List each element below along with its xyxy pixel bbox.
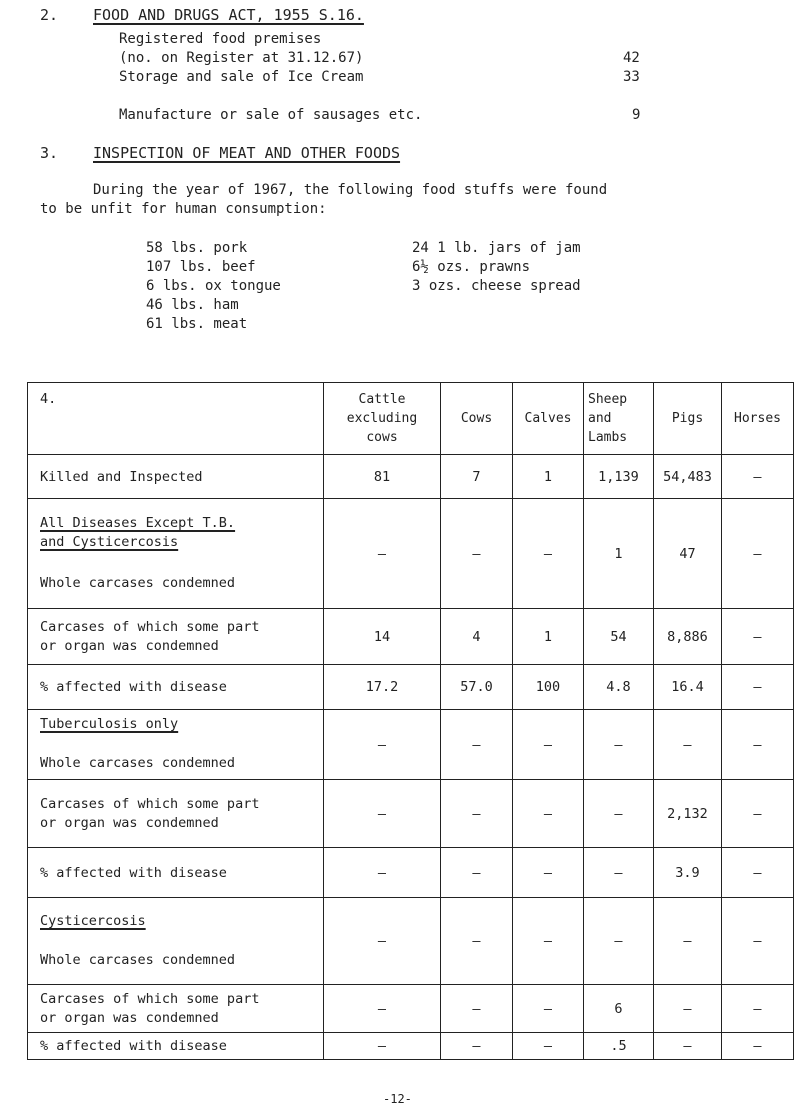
section-3-title: INSPECTION OF MEAT AND OTHER FOODS	[93, 144, 401, 162]
section-heading-cysticercosis: Cysticercosis Whole carcases condemned	[28, 898, 324, 985]
value-cell: –	[722, 665, 794, 710]
value-cell: –	[441, 1033, 513, 1060]
ice-cream-value: 33	[623, 69, 640, 85]
value-cell: –	[513, 780, 584, 848]
value-cell: 81	[324, 455, 441, 499]
value-cell: .5	[584, 1033, 654, 1060]
table-number: 4.	[28, 383, 324, 455]
registered-premises-label-2: (no. on Register at 31.12.67)	[119, 50, 364, 66]
value-cell: –	[722, 455, 794, 499]
table-row	[28, 665, 794, 710]
table-row	[28, 499, 794, 609]
sausages-label: Manufacture or sale of sausages etc.	[119, 107, 423, 123]
food-item: 107 lbs. beef	[146, 259, 256, 275]
value-cell: –	[584, 848, 654, 898]
table-row	[28, 898, 794, 985]
value-cell: –	[513, 710, 584, 780]
row-label: Whole carcases condemned	[40, 755, 236, 771]
value-cell: 17.2	[324, 665, 441, 710]
row-label: Killed and Inspected	[28, 455, 324, 499]
right-food-list	[412, 239, 581, 296]
value-cell: 7	[441, 455, 513, 499]
food-item: 46 lbs. ham	[146, 297, 239, 313]
table-row	[28, 455, 794, 499]
row-label: Whole carcases condemned	[40, 951, 236, 968]
row-label: Carcases of which some part or organ was condemned	[28, 780, 324, 848]
value-cell: –	[441, 710, 513, 780]
value-cell: –	[722, 499, 794, 609]
row-label: % affected with disease	[28, 665, 324, 710]
food-item: 6½ ozs. prawns	[412, 259, 531, 275]
value-cell: 1	[584, 499, 654, 609]
value-cell: –	[324, 710, 441, 780]
row-label: % affected with disease	[28, 848, 324, 898]
value-cell: –	[722, 1033, 794, 1060]
value-cell: –	[513, 848, 584, 898]
value-cell: 2,132	[654, 780, 722, 848]
value-cell: 57.0	[441, 665, 513, 710]
section-2-title: FOOD AND DRUGS ACT, 1955 S.16.	[93, 6, 364, 24]
value-cell: –	[513, 985, 584, 1033]
value-cell: –	[324, 499, 441, 609]
row-label: Whole carcases condemned	[40, 575, 236, 591]
header-calves: Calves	[513, 383, 584, 455]
value-cell: 8,886	[654, 609, 722, 665]
value-cell: –	[654, 985, 722, 1033]
value-cell: –	[324, 1033, 441, 1060]
value-cell: 47	[654, 499, 722, 609]
value-cell: 100	[513, 665, 584, 710]
table-row	[28, 1033, 794, 1060]
value-cell: 4	[441, 609, 513, 665]
value-cell: –	[441, 499, 513, 609]
food-item: 24 1 lb. jars of jam	[412, 240, 581, 256]
ice-cream-label: Storage and sale of Ice Cream	[119, 69, 364, 85]
food-item: 61 lbs. meat	[146, 316, 248, 332]
value-cell: –	[441, 780, 513, 848]
value-cell: –	[324, 848, 441, 898]
value-cell: 1,139	[584, 455, 654, 499]
header-horses: Horses	[722, 383, 794, 455]
value-cell: 3.9	[654, 848, 722, 898]
header-cattle: Cattle excluding cows	[324, 383, 441, 455]
value-cell: 6	[584, 985, 654, 1033]
value-cell: –	[654, 710, 722, 780]
page-number: -12-	[383, 1092, 412, 1106]
value-cell: –	[722, 780, 794, 848]
meat-inspection-table	[27, 382, 794, 1060]
value-cell: –	[722, 848, 794, 898]
value-cell: 4.8	[584, 665, 654, 710]
value-cell: 54,483	[654, 455, 722, 499]
table-row	[28, 985, 794, 1033]
food-item: 6 lbs. ox tongue	[146, 278, 281, 294]
value-cell: –	[584, 780, 654, 848]
value-cell: –	[722, 710, 794, 780]
table-row	[28, 710, 794, 780]
intro-line-2: to be unfit for human consumption:	[40, 201, 327, 217]
header-pigs: Pigs	[654, 383, 722, 455]
table-row	[28, 848, 794, 898]
value-cell: 1	[513, 609, 584, 665]
value-cell: –	[513, 499, 584, 609]
value-cell: –	[584, 898, 654, 985]
value-cell: –	[722, 898, 794, 985]
sausages-value: 9	[632, 107, 641, 123]
header-sheep: Sheep and Lambs	[584, 383, 654, 455]
header-cows: Cows	[441, 383, 513, 455]
value-cell: 14	[324, 609, 441, 665]
row-label: % affected with disease	[28, 1033, 324, 1060]
value-cell: –	[324, 898, 441, 985]
value-cell: 54	[584, 609, 654, 665]
food-item: 58 lbs. pork	[146, 240, 248, 256]
value-cell: –	[654, 1033, 722, 1060]
row-label: Carcases of which some part or organ was condemned	[28, 985, 324, 1033]
value-cell: –	[441, 985, 513, 1033]
table-row	[28, 609, 794, 665]
section-2-number: 2.	[40, 6, 59, 24]
section-3-number: 3.	[40, 144, 59, 162]
value-cell: –	[324, 780, 441, 848]
value-cell: –	[654, 898, 722, 985]
section-heading-tuberculosis: Tuberculosis only Whole carcases condemned	[28, 710, 324, 780]
row-label: Carcases of which some part or organ was condemned	[28, 609, 324, 665]
registered-premises-label-1: Registered food premises	[119, 31, 322, 47]
left-food-list	[146, 239, 281, 334]
registered-premises-value: 42	[623, 50, 640, 66]
value-cell: 16.4	[654, 665, 722, 710]
value-cell: –	[722, 985, 794, 1033]
value-cell: –	[513, 1033, 584, 1060]
table-header-row	[28, 383, 794, 455]
intro-line-1: During the year of 1967, the following food stuffs were found	[93, 182, 608, 198]
value-cell: –	[513, 898, 584, 985]
value-cell: –	[324, 985, 441, 1033]
food-item: 3 ozs. cheese spread	[412, 278, 581, 294]
value-cell: –	[441, 848, 513, 898]
table-row	[28, 780, 794, 848]
value-cell: –	[584, 710, 654, 780]
value-cell: –	[722, 609, 794, 665]
value-cell: –	[441, 898, 513, 985]
section-heading-all-diseases: All Diseases Except T.B. and Cysticercosis Whole carcases condemned	[28, 499, 324, 609]
value-cell: 1	[513, 455, 584, 499]
